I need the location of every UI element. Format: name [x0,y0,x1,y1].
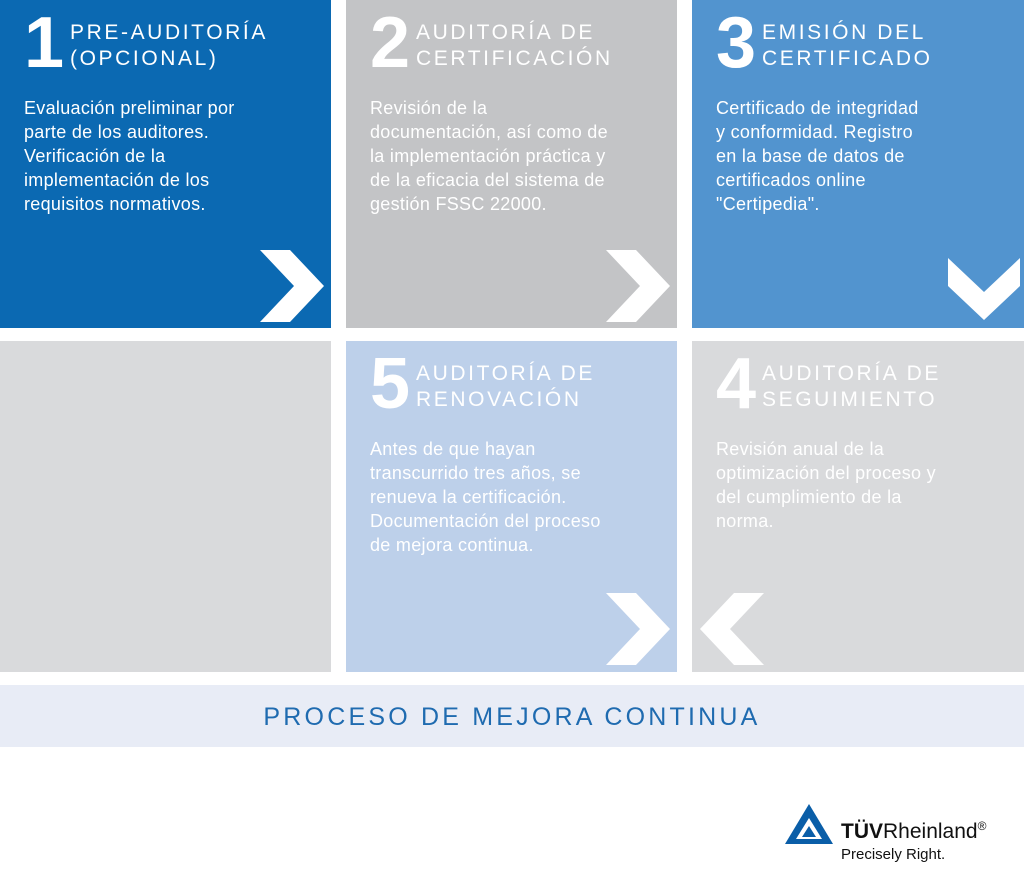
tuv-rheinland-logo [783,800,1023,870]
description-line: la implementación práctica y [370,146,606,166]
description-line: transcurrido tres años, se [370,463,581,483]
description-line: norma. [716,511,774,531]
step-5-tile [346,341,677,672]
chevron-right-icon [260,250,324,322]
step-number: 1 [24,3,65,83]
step-title-line: SEGUIMIENTO [762,388,938,411]
chevron-right-icon [606,593,670,665]
registered-mark: ® [977,819,987,833]
step-2-tile [346,0,677,328]
banner-text: PROCESO DE MEJORA CONTINUA [263,703,761,731]
step-title-line: AUDITORÍA DE [762,362,942,385]
description-line: de la eficacia del sistema de [370,170,605,190]
brand-regular: Rheinland [883,820,978,843]
description-line: Evaluación preliminar por [24,98,235,118]
step-description [716,437,1016,533]
description-line: parte de los auditores. [24,122,210,142]
step-number: 5 [370,344,411,424]
brand-name [841,814,986,844]
step-description [370,437,670,557]
description-line: optimización del proceso y [716,463,936,483]
step-description [370,96,670,216]
description-line: en la base de datos de [716,146,905,166]
step-title-line: RENOVACIÓN [416,388,582,411]
description-line: renueva la certificación. [370,487,567,507]
description-line: gestión FSSC 22000. [370,194,547,214]
step-title [416,361,595,413]
description-line: Documentación del proceso [370,511,601,531]
description-line: implementación de los [24,170,210,190]
step-description [24,96,324,216]
description-line: y conformidad. Registro [716,122,913,142]
step-title [416,20,613,72]
step-title-line: CERTIFICACIÓN [416,47,613,70]
description-line: Antes de que hayan [370,439,536,459]
step-title-line: CERTIFICADO [762,47,933,70]
step-1-tile [0,0,331,328]
step-3-tile [692,0,1024,328]
description-line: Revisión anual de la [716,439,885,459]
description-line: requisitos normativos. [24,194,206,214]
step-number: 4 [716,344,757,424]
description-line: Revisión de la [370,98,488,118]
description-line: certificados online [716,170,866,190]
step-number: 2 [370,3,411,83]
description-line: documentación, así como de [370,122,608,142]
chevron-down-icon [948,258,1020,320]
step-title [70,20,268,72]
description-line: "Certipedia". [716,194,820,214]
step-description [716,96,1016,216]
step-number: 3 [716,3,757,83]
step-title-line: AUDITORÍA DE [416,21,596,44]
step-title-line: AUDITORÍA DE [416,362,596,385]
chevron-right-icon [606,250,670,322]
brand-tagline: Precisely Right. [841,846,946,863]
chevron-left-icon [700,593,764,665]
continuous-improvement-banner [0,685,1024,747]
description-line: del cumplimiento de la [716,487,902,507]
brand-bold: TÜV [841,820,883,843]
triangle-logo-icon [783,802,835,846]
step-4-tile [692,341,1024,672]
description-line: Verificación de la [24,146,166,166]
step-title [762,361,941,413]
step-title [762,20,933,72]
step-title-line: PRE-AUDITORÍA [70,21,268,44]
step-title-line: (OPCIONAL) [70,47,219,70]
description-line: Certificado de integridad [716,98,919,118]
description-line: de mejora continua. [370,535,534,555]
empty-tile [0,341,331,672]
step-title-line: EMISIÓN DEL [762,21,926,44]
